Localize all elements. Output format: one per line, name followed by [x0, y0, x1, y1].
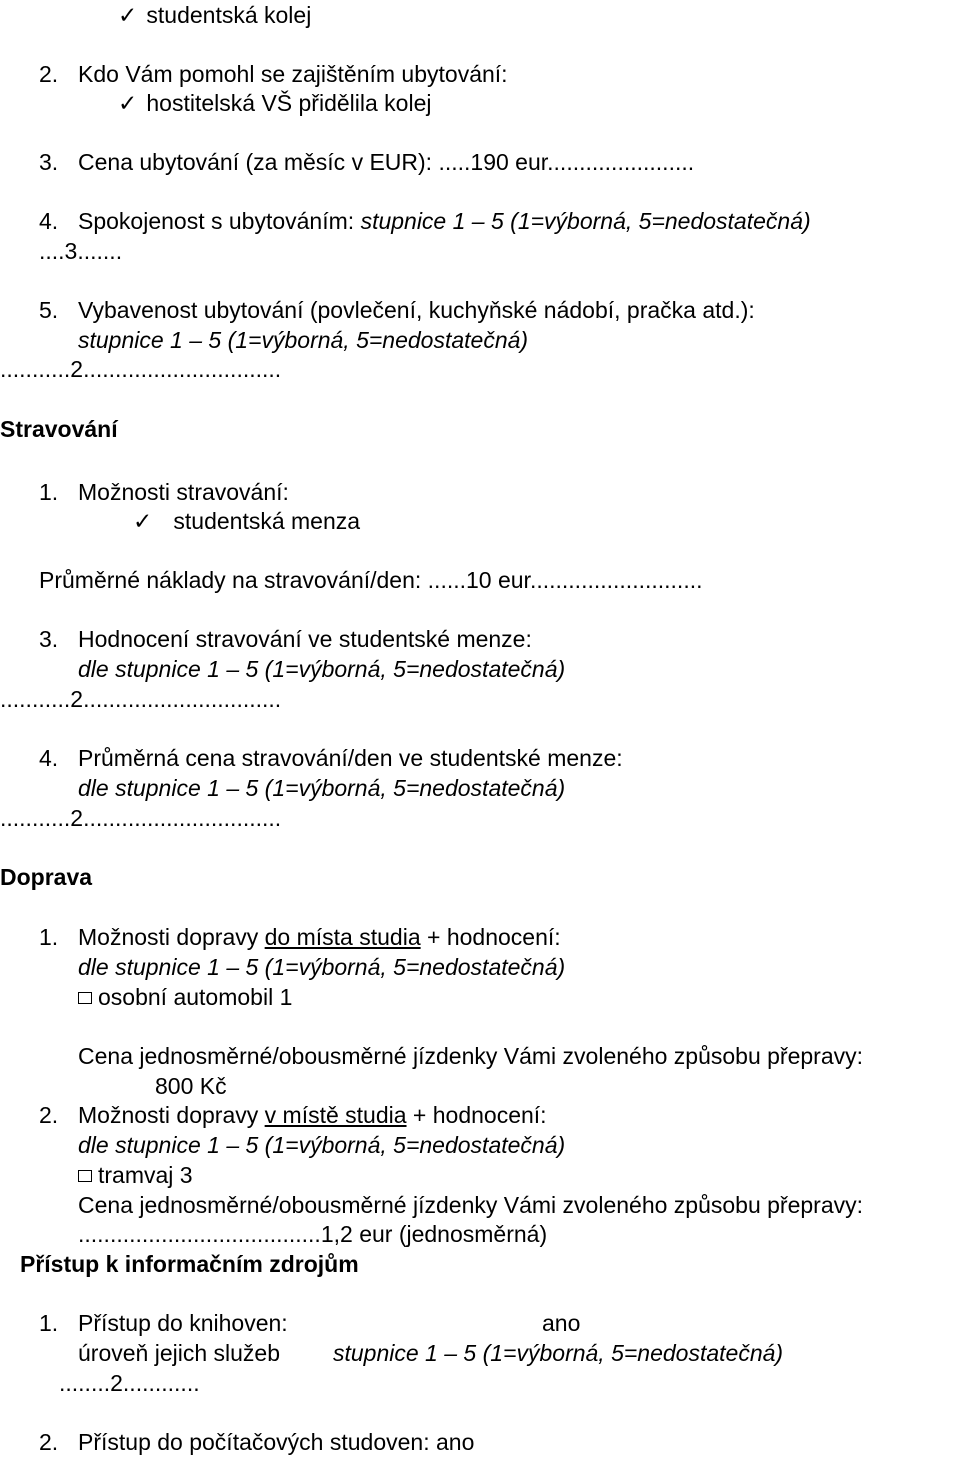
question-2: [39, 1100, 547, 1130]
price-label: Cena jednosměrné/obousměrné jízdenky Vámi zvoleného způsobu přepravy:: [78, 1192, 864, 1218]
question-number: 1.: [39, 1310, 59, 1336]
question-text: Cena ubytování (za měsíc v EUR): .....190 eur.......................: [78, 149, 695, 175]
question-number: 1.: [39, 479, 59, 505]
option-text: studentská menza: [173, 508, 361, 534]
question-text: Kdo Vám pomohl se zajištěním ubytování:: [78, 61, 508, 87]
question-number: 3.: [39, 149, 59, 175]
option-text: hostitelská VŠ přidělila kolej: [146, 90, 432, 116]
question-1: [39, 922, 561, 952]
scale-text: stupnice 1 – 5 (1=výborná, 5=nedostatečná): [78, 327, 529, 353]
question-text: + hodnocení:: [420, 924, 561, 950]
answer-line: ........2............: [59, 1370, 200, 1396]
answer-line: ...........2...............................: [0, 356, 282, 382]
section-heading-info: Přístup k informačním zdrojům: [20, 1251, 359, 1277]
section-heading-transport: Doprava: [0, 864, 93, 890]
question-1: [39, 1308, 288, 1338]
question-text: + hodnocení:: [406, 1102, 547, 1128]
question-3: [39, 147, 694, 177]
question-text: Možnosti dopravy: [78, 924, 265, 950]
checkmark-icon: ✓: [118, 90, 138, 116]
option-line: [78, 982, 292, 1012]
option-text: studentská kolej: [146, 2, 312, 28]
scale-text: dle stupnice 1 – 5 (1=výborná, 5=nedostatečná): [78, 1132, 566, 1158]
answer-value: ano: [542, 1310, 581, 1336]
question-text-underlined: do místa studia: [264, 924, 421, 950]
price-label: Cena jednosměrné/obousměrné jízdenky Vámi zvoleného způsobu přepravy:: [78, 1043, 864, 1069]
average-costs: Průměrné náklady na stravování/den: ......10 eur...........................: [39, 567, 703, 593]
answer-line: ...........2...............................: [0, 805, 282, 831]
price-value: 800 Kč: [155, 1073, 227, 1099]
question-number: 5.: [39, 297, 59, 323]
scale-text: stupnice 1 – 5 (1=výborná, 5=nedostatečná): [333, 1340, 784, 1366]
price-value: ......................................1,2 eur (jednosměrná): [78, 1221, 548, 1247]
section-heading-food: Stravování: [0, 416, 118, 442]
question-text: Hodnocení stravování ve studentské menze:: [78, 626, 532, 652]
question-5: [39, 295, 755, 325]
question-2: [39, 1427, 474, 1457]
question-number: 4.: [39, 208, 59, 234]
question-number: 3.: [39, 626, 59, 652]
question-1: [39, 477, 289, 507]
option-line: [78, 1160, 193, 1190]
question-text: Spokojenost s ubytováním:: [78, 208, 361, 234]
question-number: 4.: [39, 745, 59, 771]
checkmark-icon: ✓: [133, 508, 153, 534]
question-2: [39, 59, 508, 89]
question-text-underlined: v místě studia: [264, 1102, 407, 1128]
checkbox-icon: [78, 1170, 92, 1182]
option-line: [118, 0, 311, 30]
question-3: [39, 624, 532, 654]
scale-text: stupnice 1 – 5 (1=výborná, 5=nedostatečná): [360, 208, 811, 234]
answer-line: ...........2...............................: [0, 686, 282, 712]
scale-text: dle stupnice 1 – 5 (1=výborná, 5=nedostatečná): [78, 775, 566, 801]
answer-line: ....3.......: [39, 238, 123, 264]
question-4: [39, 743, 623, 773]
question-text: Možnosti stravování:: [78, 479, 289, 505]
checkmark-icon: ✓: [118, 2, 138, 28]
option-line: [118, 88, 431, 118]
option-text: tramvaj 3: [98, 1162, 193, 1188]
scale-text: dle stupnice 1 – 5 (1=výborná, 5=nedostatečná): [78, 954, 566, 980]
option-line: [133, 506, 360, 536]
scale-text: dle stupnice 1 – 5 (1=výborná, 5=nedostatečná): [78, 656, 566, 682]
question-number: 2.: [39, 61, 59, 87]
question-text: Možnosti dopravy: [78, 1102, 265, 1128]
question-text: Přístup do knihoven:: [78, 1310, 288, 1336]
level-label: úroveň jejich služeb: [78, 1340, 281, 1366]
question-number: 1.: [39, 924, 59, 950]
question-number: 2.: [39, 1102, 59, 1128]
checkbox-icon: [78, 992, 92, 1004]
question-text: Průměrná cena stravování/den ve studentské menze:: [78, 745, 623, 771]
question-4: [39, 206, 811, 236]
question-number: 2.: [39, 1429, 59, 1455]
question-text: Přístup do počítačových studoven: ano: [78, 1429, 475, 1455]
question-text: Vybavenost ubytování (povlečení, kuchyňské nádobí, pračka atd.):: [78, 297, 755, 323]
option-text: osobní automobil 1: [98, 984, 293, 1010]
